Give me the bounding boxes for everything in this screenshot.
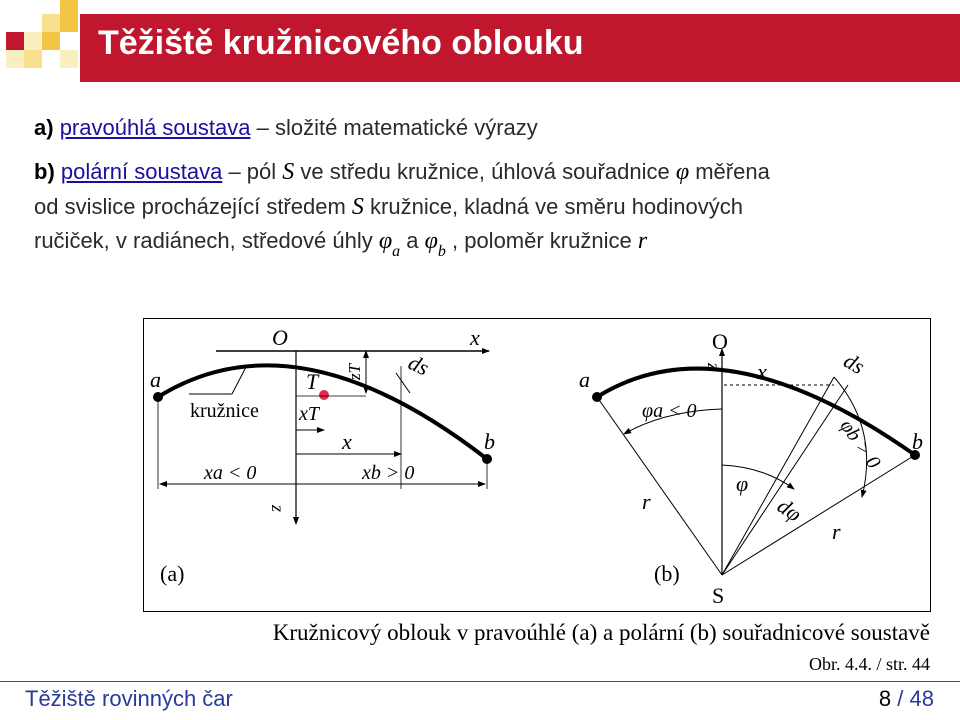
label-phib: φb > 0 <box>835 415 885 473</box>
label-a-a: a <box>150 367 161 392</box>
deco-square <box>6 32 24 50</box>
radius-b <box>722 455 915 575</box>
line-b2 <box>34 192 743 222</box>
figure-arc-diagram <box>143 318 931 612</box>
label-dphi: dφ <box>772 492 807 527</box>
label-ds-a: ds <box>404 349 433 381</box>
label-O-a: O <box>272 325 288 350</box>
deco-square <box>6 50 24 68</box>
line-a-rest: – složité matematické výrazy <box>250 115 538 140</box>
centroid-T <box>319 390 329 400</box>
symbol-phi-a: φ <box>378 228 393 254</box>
subscript-a: a <box>392 243 401 260</box>
line-b3-text2: , poloměr kružnice <box>445 228 638 253</box>
page-current: 8 <box>878 686 892 711</box>
kruznice-pointer <box>232 367 246 394</box>
label-O-b: O <box>712 329 728 354</box>
figure-svg <box>144 319 930 611</box>
panel-a <box>150 325 495 586</box>
deco-square <box>60 0 78 14</box>
label-x-axis-a: x <box>470 325 480 350</box>
line-b1 <box>34 157 770 187</box>
deco-square <box>60 14 78 32</box>
label-z-b: z <box>704 363 724 371</box>
deco-square <box>24 32 42 50</box>
radius-a <box>597 397 722 575</box>
subscript-b: b <box>437 243 446 260</box>
symbol-S: S <box>351 194 364 220</box>
deco-square <box>24 50 42 68</box>
line-a <box>34 113 538 143</box>
label-xT: xT <box>299 403 319 425</box>
page-total: 48 <box>909 686 934 711</box>
panel-label-b: (b) <box>654 561 680 586</box>
label-xa: xa < 0 <box>204 462 257 484</box>
line-a-prefix: a) <box>34 115 54 140</box>
page-counter <box>879 686 934 712</box>
deco-square <box>60 50 78 68</box>
label-phi: φ <box>736 471 749 496</box>
panel-b <box>579 329 923 608</box>
slide-title: Těžiště kružnicového oblouku <box>98 24 584 62</box>
line-b1-text2: ve středu kružnice, úhlová souřadnice <box>294 159 676 184</box>
figure-reference: Obr. 4.4. / str. 44 <box>808 654 930 674</box>
label-S: S <box>712 583 725 608</box>
caption-text: Kružnicový oblouk v pravoúhlé (a) a polární (b) souřadnicové soustavě <box>272 620 930 645</box>
panel-label-a: (a) <box>160 561 185 586</box>
footer-title: Těžiště rovinných čar <box>25 686 233 711</box>
symbol-phi-b: φ <box>424 228 438 254</box>
label-r1: r <box>642 489 651 514</box>
symbol-phi: φ <box>675 159 690 185</box>
line-b-prefix: b) <box>34 159 55 184</box>
label-z-a: z <box>268 505 288 513</box>
label-x-dim: x <box>342 429 352 454</box>
label-b-a: b <box>484 429 495 454</box>
page-separator: / <box>891 686 910 711</box>
line-b3-text1: ručiček, v radiánech, středové úhly <box>34 228 379 253</box>
label-xb: xb > 0 <box>362 462 415 484</box>
line-b2-text1: od svislice procházející středem <box>34 194 352 219</box>
line-b1-text1: – pól <box>222 159 283 184</box>
footer-divider <box>0 681 960 682</box>
label-b-b: b <box>912 429 923 454</box>
label-a-b: a <box>579 367 590 392</box>
figure-caption <box>0 620 960 646</box>
label-zT: zT <box>345 363 364 380</box>
label-x-b: x <box>757 359 767 384</box>
link-polarni-soustava[interactable]: polární soustava <box>60 159 223 184</box>
deco-square <box>42 14 60 32</box>
ds-tick <box>396 373 410 393</box>
label-ds-b: ds <box>839 347 870 380</box>
symbol-r: r <box>637 228 648 254</box>
line-b2-text2: kružnice, kladná ve směru hodinových <box>363 194 743 219</box>
label-T: T <box>306 369 319 394</box>
line-b1-text3: měřena <box>689 159 770 184</box>
symbol-S: S <box>282 159 295 185</box>
line-b3 <box>34 226 647 259</box>
angle-phi <box>722 465 794 489</box>
deco-square <box>42 32 60 50</box>
label-r2: r <box>832 519 841 544</box>
label-phia: φa < 0 <box>642 400 697 422</box>
link-pravouhla-soustava[interactable]: pravoúhlá soustava <box>59 115 251 140</box>
line-b3-and: a <box>400 228 425 253</box>
label-kruznice: kružnice <box>190 400 259 422</box>
